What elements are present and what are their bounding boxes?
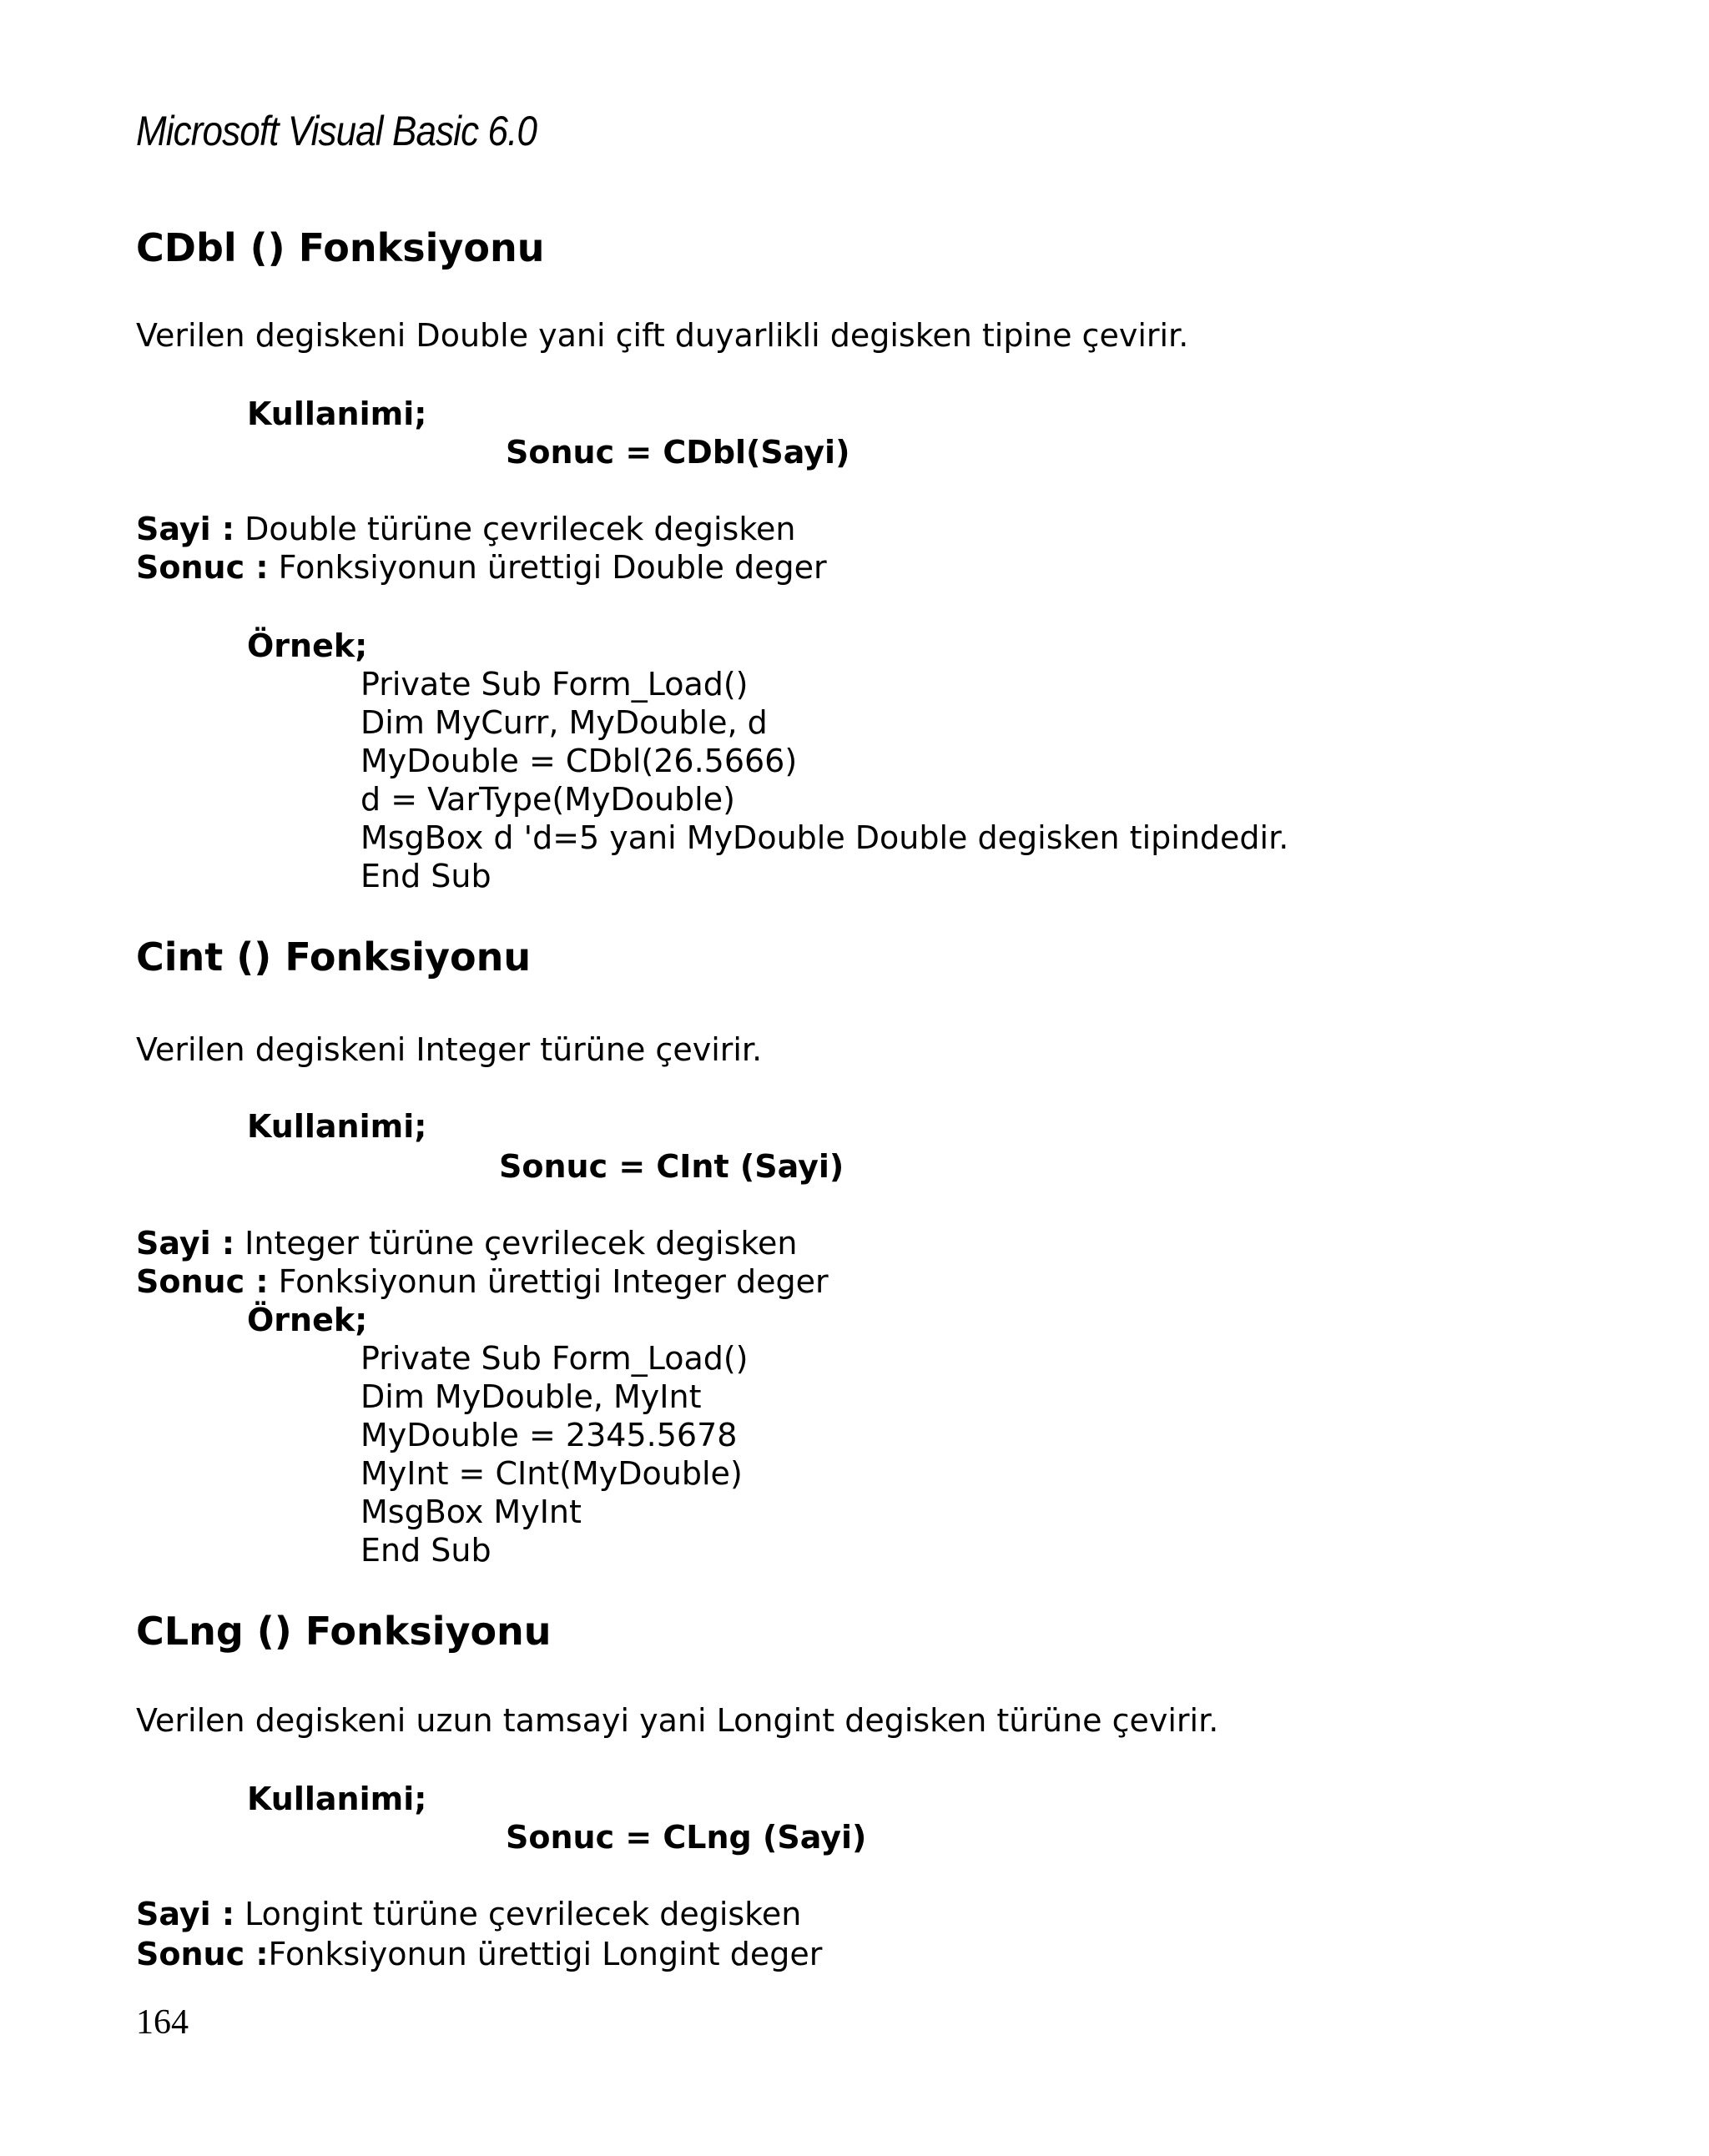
param-desc: Integer türüne çevrilecek degisken: [234, 1225, 798, 1262]
code-line: MyDouble = CDbl(26.5666): [360, 743, 798, 779]
code-line: MyInt = CInt(MyDouble): [360, 1455, 743, 1492]
code-line: End Sub: [360, 858, 492, 894]
param-term: Sayi :: [136, 1896, 235, 1932]
section-title-cdbl: CDbl () Fonksiyonu: [136, 225, 545, 270]
param-row: [136, 549, 827, 586]
code-line: End Sub: [360, 1532, 492, 1569]
code-line: Dim MyDouble, MyInt: [360, 1378, 702, 1415]
code-line: Private Sub Form_Load(): [360, 666, 749, 703]
param-term: Sonuc :: [136, 1936, 269, 1972]
param-term: Sonuc :: [136, 1263, 269, 1300]
section-title-cint: Cint () Fonksiyonu: [136, 934, 532, 980]
running-head: Microsoft Visual Basic 6.0: [136, 108, 537, 154]
param-desc: Fonksiyonun ürettigi Double deger: [268, 549, 827, 586]
param-row: [136, 1263, 829, 1300]
usage-label: Kullanimi;: [247, 395, 427, 432]
section-description: Verilen degiskeni Double yani çift duyarlikli degisken tipine çevirir.: [136, 317, 1189, 354]
code-line: d = VarType(MyDouble): [360, 781, 735, 818]
code-line: MyDouble = 2345.5678: [360, 1417, 738, 1453]
param-term: Sonuc :: [136, 549, 269, 586]
usage-label: Kullanimi;: [247, 1108, 427, 1145]
section-description: Verilen degiskeni Integer türüne çevirir.: [136, 1031, 763, 1068]
code-line: MsgBox MyInt: [360, 1494, 582, 1530]
usage-label: Kullanimi;: [247, 1781, 427, 1817]
section-title-clng: CLng () Fonksiyonu: [136, 1609, 552, 1654]
param-desc: Fonksiyonun ürettigi Longint deger: [268, 1936, 823, 1972]
param-row: [136, 1225, 798, 1262]
example-label: Örnek;: [247, 627, 368, 664]
code-line: Dim MyCurr, MyDouble, d: [360, 704, 768, 741]
param-row: [136, 511, 795, 547]
param-term: Sayi :: [136, 511, 235, 547]
syntax-line: Sonuc = CInt (Sayi): [499, 1148, 844, 1185]
syntax-line: Sonuc = CLng (Sayi): [506, 1819, 867, 1856]
param-term: Sayi :: [136, 1225, 235, 1262]
code-line: Private Sub Form_Load(): [360, 1340, 749, 1377]
param-desc: Double türüne çevrilecek degisken: [234, 511, 796, 547]
syntax-line: Sonuc = CDbl(Sayi): [506, 434, 850, 471]
param-desc: Longint türüne çevrilecek degisken: [234, 1896, 802, 1932]
page-number: 164: [136, 2003, 189, 2042]
param-desc: Fonksiyonun ürettigi Integer deger: [268, 1263, 829, 1300]
param-row: [136, 1896, 801, 1932]
section-description: Verilen degiskeni uzun tamsayi yani Longint degisken türüne çevirir.: [136, 1702, 1219, 1739]
example-label: Örnek;: [247, 1302, 368, 1338]
code-line: MsgBox d 'd=5 yani MyDouble Double degisken tipindedir.: [360, 819, 1289, 856]
param-row: [136, 1936, 822, 1972]
